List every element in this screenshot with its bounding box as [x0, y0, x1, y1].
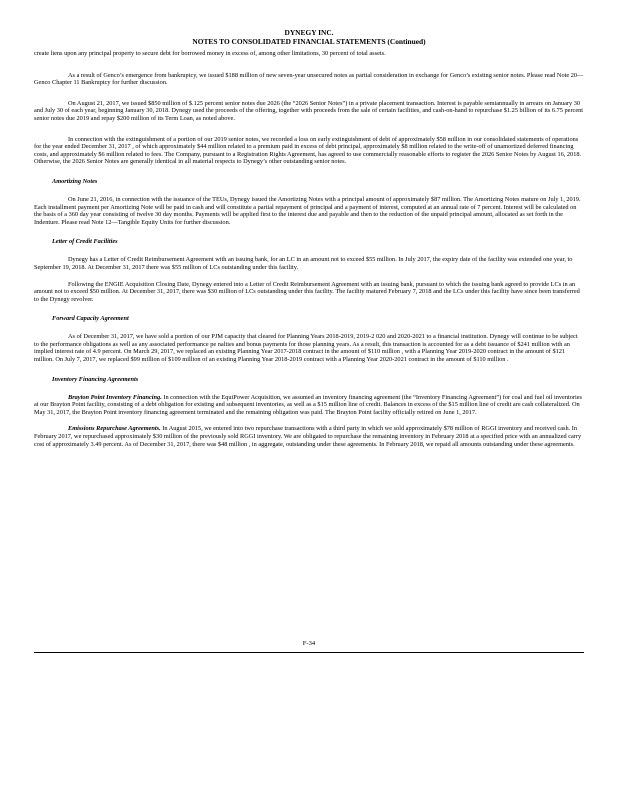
footer-divider — [34, 652, 584, 653]
heading-forward-capacity: Forward Capacity Agreement — [52, 315, 129, 323]
paragraph-2026-senior-notes: On August 21, 2017, we issued $850 million of $.125 percent senior notes due 2026 (the “2026 Senior Notes”) in a private placement transaction. Interest is payable semiannually in arrears on January 30 and July 30 of each year, beginning January 30, 2018. Dynegy used the proceeds of the offering, together with proceeds from the sale of certain facilities, and cash-on-hand to repurchase $1.25 billion of its 6.75 percent senior notes due 2019 and repay $200 million of its Term Loan, as noted above. — [34, 99, 584, 122]
subheading-emissions-repurchase: Emissions Repurchase Agreements. — [68, 425, 161, 433]
subheading-brayton-point: Brayton Point Inventory Financing. — [68, 393, 162, 401]
heading-inventory-financing: Inventory Financing Agreements — [52, 375, 139, 383]
paragraph-loc-reimbursement: Dynegy has a Letter of Credit Reimbursement Agreement with an issuing bank, for an LC in an amount not to exceed $55 million. In July 2017, the expiry date of the facility was extended one year, to September 19, 2018. At December 31, 2017 there was $55 million of LCs outstanding under this facility. — [34, 256, 573, 271]
heading-letter-of-credit: Letter of Credit Facilities — [52, 238, 118, 246]
paragraph-brayton-point — [34, 394, 584, 417]
paragraph-forward-capacity: As of December 31, 2017, we have sold a portion of our PJM capacity that cleared for Planning Years 2018-2019, 2019-2 020 and 2020-2021 to a financial institution. Dynegy will continue to be subject to the performance obligations as well as any associated performance pe nalties and bonus payments for those planning years. As a result, this transaction is accounted for as a debt issuance of $241 million with an implied interest rate of 4.9 percent. On March 29, 2017, we replaced an existing Planning Year 2017-2018 contract in the amount of $110 million , with a Planning Year 2019-2020 contract in the amount of $121 million. On July 7, 2017, we replaced $99 million of $109 million of an existing Planning Year 2018-2019 contract with a Planning Year 2020-2021 contract in the amount of $110 million . — [34, 333, 578, 364]
heading-amortizing-notes: Amortizing Notes — [52, 177, 98, 185]
document-page — [34, 28, 584, 448]
paragraph-genco-notes: As a result of Genco’s emergence from bankruptcy, we issued $188 million of new seven-year unsecured notes as partial consideration in exchange for Genco’s existing senior notes. Please read Note 20—Genco Chapter 11 Bankruptcy for further discussion. — [34, 71, 584, 87]
paragraph-liens: create liens upon any principal property to secure debt for borrowed money in excess of, among other limitations, 30 percent of total assets. — [34, 50, 386, 57]
page-title: NOTES TO CONSOLIDATED FINANCIAL STATEMENTS (Continued) — [192, 37, 426, 46]
paragraph-brayton-point-text: In connection with the EquiPower Acquisition, we assumed an inventory financing agreement (the “Inventory Financing Agreement”) for coal and fuel oil inventories at our Brayton Point facility, consisting of a debt obligation for existing and subsequent inventories, as well as a $15 million line of credit. Balances in excess of the $15 million line of credit are cash collateralized. On May 31, 2017, the Brayton Point inventory financing agreement terminated and the remaining obligation was paid. The Brayton Point facility officially retired on June 1, 2017. — [34, 393, 582, 416]
paragraph-emissions-repurchase — [34, 425, 584, 448]
paragraph-extinguishment-loss: In connection with the extinguishment of a portion of our 2019 senior notes, we recorded a loss on early extinguishment of debt of approximately $58 million in our consolidated statements of operations for the year ended December 31, 2017 , of which approximately $44 million related to a premium paid in excess of debt principal, approximately $8 million related to the write-off of unamortized deferred financing costs, and approximately $6 million related to fees. The Company, pursuant to a Registration Rights Agreement, has agreed to use commercially reasonable efforts to register the 2026 Senior Notes by August 16, 2018. Otherwise, the 2026 Senior Notes are generally identical in all material respects to Dynegy’s other outstanding senior notes. — [34, 135, 582, 166]
page-number: F-34 — [302, 640, 316, 647]
paragraph-emissions-repurchase-text: In August 2015, we entered into two repurchase transactions with a third party in which we sold approximately $78 million of RGGI inventory and received cash. In February 2017, we repurchased approximately $30 million of the previously sold RGGI inventory. We are obligated to repurchase the remaining inventory in February 2018 at a specified price with an annualized carry cost of approximately 3.49 percent. As of December 31, 2017, there was $48 million , in aggregate, outstanding under these agreements. In February 2018, we repaid all amounts outstanding under these agreements. — [34, 425, 582, 448]
paragraph-loc-engie: Following the ENGIE Acquisition Closing Date, Dynegy entered into a Letter of Credit Reimbursement Agreement with an issuing bank, pursuant to which the issuing bank agreed to provide LCs in an amount not to exceed $50 million. At December 31, 2017, there was $30 million of LCs outstanding under this facility. The facility matured February 7, 2018 and the LCs under this facility have since been transferred to the Dynegy revolver. — [34, 280, 580, 303]
paragraph-amortizing-notes: On June 21, 2016, in connection with the issuance of the TEUs, Dynegy issued the Amortizing Notes with a principal amount of approximately $87 million. The Amortizing Notes mature on July 1, 2019. Each installment payment per Amortizing Note will be paid in cash and will constitute a partial repayment of principal and a payment of interest, computed at an annual rate of 7 percent. Interest will be calculated on the basis of a 360 day year consisting of twelve 30 day months. Payments will be applied first to the interest due and payable and then to the reduction of the unpaid principal amount, allocated as set forth in the Indenture. Please read Note 12—Tangible Equity Units for further discussion. — [34, 195, 581, 226]
company-name: DYNEGY INC. — [284, 28, 334, 37]
